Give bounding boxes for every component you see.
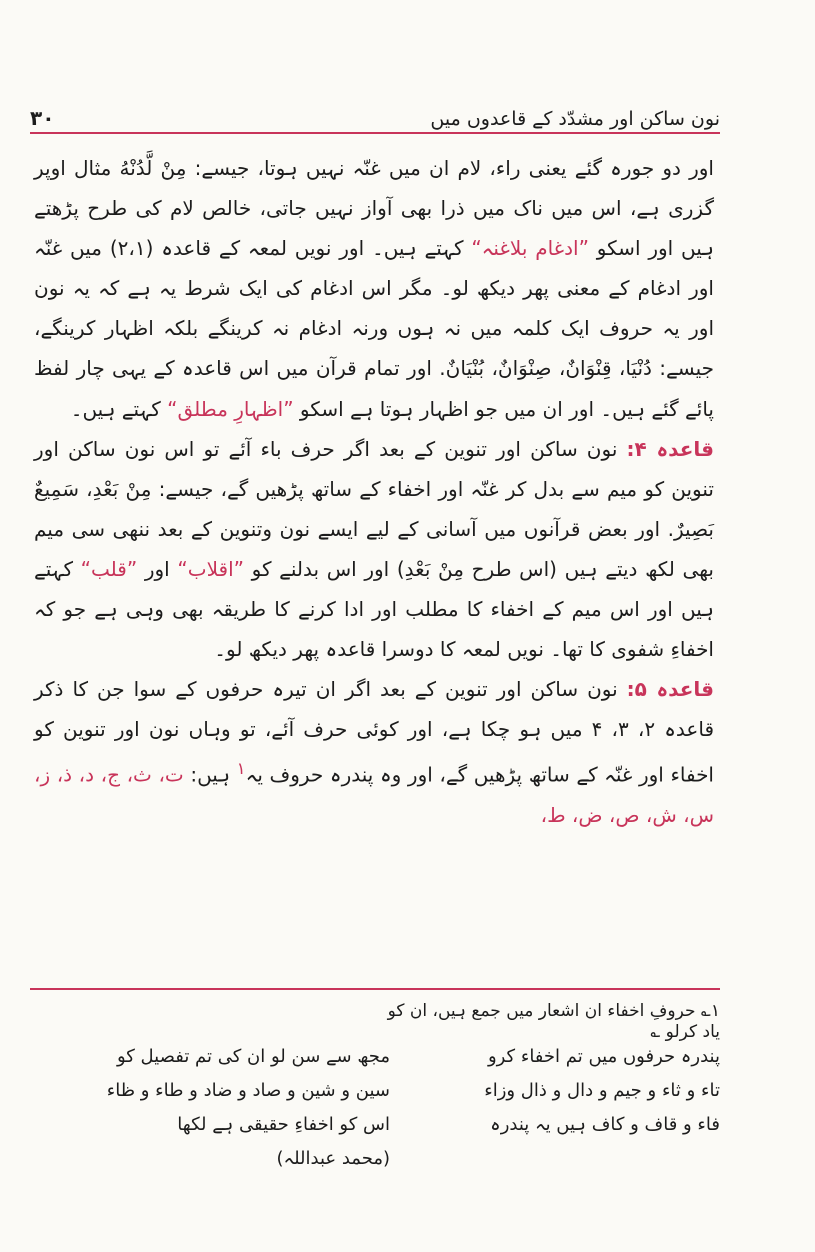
rule-4: قاعدہ ۴: نون ساکن اور تنوین کے بعد اگر حرف باء آئے تو اس نون ساکن اور تنوین کو میم سے بدل کر غنّہ اور اخفاء کے ساتھ پڑھیں گے، جیسے: مِنْ بَعْدِ، سَمِيعٌ بَصِيرٌ. اور بعض قرآنوں میں آسانی کے لیے ایسے نون وتنوین کے بعد ننھی سی میم بھی لکھ دیتے ہیں (اس طرح مِنْ بَعْدِ) اور اس بدلنے کو ”اقلاب“ اور ”قلب“ کہتے ہیں اور اس میم کے اخفاء کا مطلب اور ادا کرنے کا طریقہ بھی وہی ہے جو کہ اخفاءِ شفوی کا تھا۔ نویں لمعہ کا دوسرا قاعدہ پھر دیکھ لو۔	[34, 436, 714, 662]
rule-5-label: قاعدہ ۵:	[626, 677, 714, 702]
page-number: ۳۰	[30, 106, 55, 130]
header-rule	[30, 132, 720, 134]
highlight-idgham-bila-ghunna: ”ادغام بلاغنہ“	[471, 236, 589, 261]
poem-line: مجھ سے سن لو ان کی تم تفصیل کو	[116, 1046, 390, 1067]
rule-5: قاعدہ ۵: نون ساکن اور تنوین کے بعد اگر ان تیرہ حرفوں کے سوا جن کا ذکر قاعدہ ۲، ۳، ۴ میں ہو چکا ہے، اور کوئی حرف آئے، تو وہاں نون اور تنوین کو اخفاء اور غنّہ کے ساتھ پڑھیں گے، اور وہ پندرہ حروف یہ$^۱$ ہیں: ت، ث، ج، د، ذ، ز، س، ش، ص، ض، ط،	[34, 677, 715, 828]
poem-right-column	[410, 1040, 720, 1142]
poem-author: (محمد عبداللہ)	[276, 1148, 390, 1169]
poem-line: سین و شین و صاد و ضاد و طاء و ظاء	[106, 1080, 390, 1101]
poem-left-column	[80, 1040, 390, 1176]
highlight-iqlab: ”اقلاب“	[177, 556, 244, 581]
footnote-rule	[30, 988, 720, 990]
footnote-label: ۱؎ حروفِ اخفاء ان اشعار میں جمع ہیں، ان کو یاد کرلو ؎	[387, 1001, 720, 1042]
poem-line: پندرہ حرفوں میں تم اخفاء کرو	[487, 1046, 720, 1067]
footnote-marker: ۱	[236, 759, 246, 779]
poem-line: تاء و ثاء و جیم و دال و ذال وزاء	[484, 1080, 720, 1101]
body-text	[34, 148, 714, 835]
chapter-title: نون ساکن اور مشدّد کے قاعدوں میں	[430, 108, 720, 130]
page-header	[30, 96, 720, 130]
poem-line: اس کو اخفاءِ حقیقی ہے لکھا	[177, 1114, 390, 1135]
highlight-izhar-mutlaq: ”اظہارِ مطلق“	[167, 396, 294, 421]
poem-line: فاء و قاف و کاف ہیں یہ پندرہ	[490, 1114, 720, 1135]
ikhfa-letters: ت، ث، ج، د، ذ، ز، س، ش، ص، ض، ط،	[34, 763, 714, 828]
paragraph-1: اور دو جورہ گئے یعنی راء، لام ان میں غنّہ نہیں ہوتا، جیسے: مِنْ لَّدُنْهُ مثال اوپر گزری ہے، اس میں ناک میں ذرا بھی آواز نہیں جاتی، خالص لام کی طرح پڑھتے ہیں اور اسکو ”ادغام بلاغنہ“ کہتے ہیں۔ اور نویں لمعہ کے قاعدہ (۲،۱) میں غنّہ اور ادغام کے معنی پھر دیکھ لو۔ مگر اس ادغام کی ایک شرط یہ ہے کہ یہ نون اور یہ حروف ایک کلمہ میں نہ ہوں ورنہ ادغام نہ کرینگے بلکہ اظہار کرینگے، جیسے: دُنْيَا، قِنْوَانٌ، صِنْوَانٌ، بُنْيَانٌ. اور تمام قرآن میں اس قاعدہ کے یہی چار لفظ پائے گئے ہیں۔ اور ان میں جو اظہار ہوتا ہے اسکو ”اظہارِ مطلق“ کہتے ہیں۔	[34, 156, 714, 421]
rule-4-label: قاعدہ ۴:	[626, 436, 714, 461]
highlight-qalb: ”قلب“	[80, 556, 138, 581]
